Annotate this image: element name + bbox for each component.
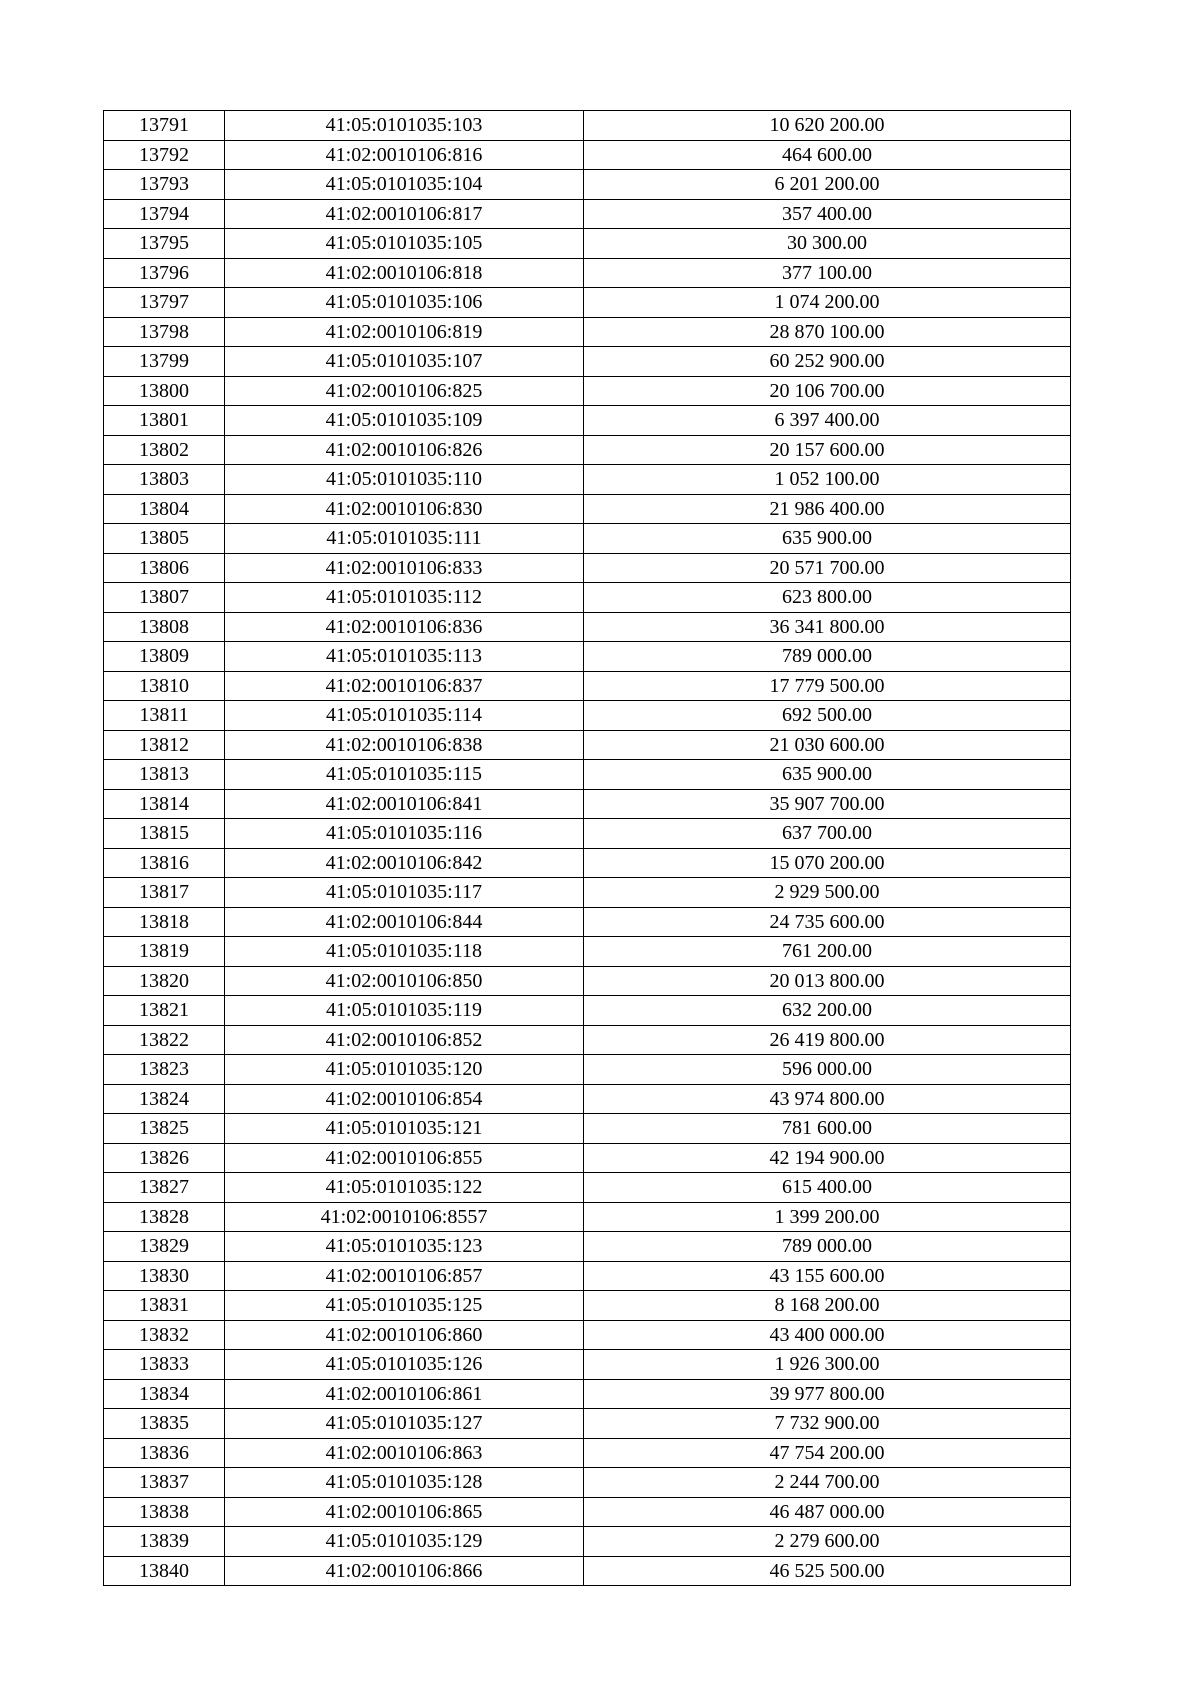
row-number-cell: 13801 [104,406,225,436]
table-row [104,1556,1071,1586]
cadastral-number-cell: 41:02:0010106:854 [225,1084,584,1114]
table-row [104,1261,1071,1291]
row-number-cell: 13813 [104,760,225,790]
cadastral-number-cell: 41:05:0101035:126 [225,1350,584,1380]
cadastral-value-cell: 43 155 600.00 [584,1261,1071,1291]
cadastral-value-cell: 2 279 600.00 [584,1527,1071,1557]
cadastral-value-cell: 464 600.00 [584,140,1071,170]
table-row [104,1025,1071,1055]
table-row [104,996,1071,1026]
cadastral-value-cell: 42 194 900.00 [584,1143,1071,1173]
table-row [104,789,1071,819]
row-number-cell: 13807 [104,583,225,613]
cadastral-number-cell: 41:02:0010106:818 [225,258,584,288]
cadastral-value-cell: 8 168 200.00 [584,1291,1071,1321]
cadastral-number-cell: 41:05:0101035:117 [225,878,584,908]
row-number-cell: 13792 [104,140,225,170]
table-row [104,1409,1071,1439]
row-number-cell: 13839 [104,1527,225,1557]
table-row [104,1084,1071,1114]
table-row [104,1438,1071,1468]
table-row [104,1379,1071,1409]
row-number-cell: 13837 [104,1468,225,1498]
cadastral-number-cell: 41:05:0101035:128 [225,1468,584,1498]
table-row [104,553,1071,583]
cadastral-number-cell: 41:05:0101035:116 [225,819,584,849]
table-body [104,111,1071,1586]
cadastral-number-cell: 41:02:0010106:833 [225,553,584,583]
table-row [104,406,1071,436]
row-number-cell: 13822 [104,1025,225,1055]
cadastral-number-cell: 41:05:0101035:110 [225,465,584,495]
cadastral-number-cell: 41:02:0010106:865 [225,1497,584,1527]
cadastral-value-cell: 10 620 200.00 [584,111,1071,141]
cadastral-value-cell: 46 487 000.00 [584,1497,1071,1527]
table-row [104,1291,1071,1321]
cadastral-value-cell: 1 926 300.00 [584,1350,1071,1380]
row-number-cell: 13810 [104,671,225,701]
row-number-cell: 13814 [104,789,225,819]
cadastral-value-cell: 20 157 600.00 [584,435,1071,465]
table-row [104,1497,1071,1527]
cadastral-number-cell: 41:02:0010106:866 [225,1556,584,1586]
cadastral-value-cell: 1 052 100.00 [584,465,1071,495]
row-number-cell: 13824 [104,1084,225,1114]
cadastral-value-cell: 635 900.00 [584,524,1071,554]
cadastral-value-cell: 47 754 200.00 [584,1438,1071,1468]
cadastral-value-cell: 15 070 200.00 [584,848,1071,878]
cadastral-value-cell: 21 030 600.00 [584,730,1071,760]
cadastral-value-cell: 21 986 400.00 [584,494,1071,524]
cadastral-value-cell: 20 571 700.00 [584,553,1071,583]
cadastral-number-cell: 41:05:0101035:104 [225,170,584,200]
cadastral-value-cell: 7 732 900.00 [584,1409,1071,1439]
table-row [104,907,1071,937]
row-number-cell: 13820 [104,966,225,996]
cadastral-value-cell: 36 341 800.00 [584,612,1071,642]
row-number-cell: 13830 [104,1261,225,1291]
cadastral-number-cell: 41:02:0010106:852 [225,1025,584,1055]
cadastral-value-cell: 623 800.00 [584,583,1071,613]
table-row [104,347,1071,377]
table-row [104,701,1071,731]
row-number-cell: 13796 [104,258,225,288]
cadastral-number-cell: 41:02:0010106:8557 [225,1202,584,1232]
row-number-cell: 13808 [104,612,225,642]
cadastral-value-cell: 789 000.00 [584,642,1071,672]
row-number-cell: 13835 [104,1409,225,1439]
table-row [104,1202,1071,1232]
row-number-cell: 13826 [104,1143,225,1173]
table-row [104,140,1071,170]
cadastral-value-cell: 789 000.00 [584,1232,1071,1262]
table-row [104,1114,1071,1144]
row-number-cell: 13815 [104,819,225,849]
row-number-cell: 13836 [104,1438,225,1468]
cadastral-value-cell: 20 013 800.00 [584,966,1071,996]
cadastral-value-cell: 637 700.00 [584,819,1071,849]
row-number-cell: 13817 [104,878,225,908]
row-number-cell: 13799 [104,347,225,377]
cadastral-number-cell: 41:05:0101035:123 [225,1232,584,1262]
cadastral-value-cell: 632 200.00 [584,996,1071,1026]
row-number-cell: 13832 [104,1320,225,1350]
cadastral-number-cell: 41:05:0101035:120 [225,1055,584,1085]
cadastral-number-cell: 41:05:0101035:114 [225,701,584,731]
row-number-cell: 13797 [104,288,225,318]
cadastral-number-cell: 41:05:0101035:122 [225,1173,584,1203]
cadastral-value-cell: 35 907 700.00 [584,789,1071,819]
row-number-cell: 13798 [104,317,225,347]
table-row [104,1320,1071,1350]
table-row [104,524,1071,554]
table-row [104,199,1071,229]
table-row [104,583,1071,613]
cadastral-value-cell: 17 779 500.00 [584,671,1071,701]
row-number-cell: 13818 [104,907,225,937]
cadastral-number-cell: 41:02:0010106:861 [225,1379,584,1409]
row-number-cell: 13816 [104,848,225,878]
row-number-cell: 13829 [104,1232,225,1262]
row-number-cell: 13831 [104,1291,225,1321]
cadastral-value-cell: 761 200.00 [584,937,1071,967]
row-number-cell: 13823 [104,1055,225,1085]
cadastral-number-cell: 41:02:0010106:850 [225,966,584,996]
cadastral-value-cell: 1 399 200.00 [584,1202,1071,1232]
cadastral-value-cell: 46 525 500.00 [584,1556,1071,1586]
cadastral-value-cell: 2 244 700.00 [584,1468,1071,1498]
cadastral-number-cell: 41:02:0010106:825 [225,376,584,406]
cadastral-number-cell: 41:02:0010106:836 [225,612,584,642]
table-row [104,317,1071,347]
cadastral-value-table [103,110,1071,1586]
row-number-cell: 13791 [104,111,225,141]
row-number-cell: 13821 [104,996,225,1026]
cadastral-value-cell: 781 600.00 [584,1114,1071,1144]
row-number-cell: 13794 [104,199,225,229]
cadastral-number-cell: 41:02:0010106:863 [225,1438,584,1468]
table-row [104,1232,1071,1262]
table-row [104,671,1071,701]
cadastral-number-cell: 41:05:0101035:109 [225,406,584,436]
cadastral-value-cell: 692 500.00 [584,701,1071,731]
table-row [104,1173,1071,1203]
row-number-cell: 13812 [104,730,225,760]
cadastral-value-cell: 26 419 800.00 [584,1025,1071,1055]
row-number-cell: 13838 [104,1497,225,1527]
cadastral-value-cell: 28 870 100.00 [584,317,1071,347]
cadastral-number-cell: 41:05:0101035:121 [225,1114,584,1144]
cadastral-number-cell: 41:02:0010106:838 [225,730,584,760]
table-row [104,612,1071,642]
row-number-cell: 13793 [104,170,225,200]
table-row [104,170,1071,200]
table-row [104,1527,1071,1557]
row-number-cell: 13828 [104,1202,225,1232]
table-row [104,730,1071,760]
cadastral-number-cell: 41:05:0101035:112 [225,583,584,613]
row-number-cell: 13827 [104,1173,225,1203]
row-number-cell: 13802 [104,435,225,465]
cadastral-value-cell: 39 977 800.00 [584,1379,1071,1409]
cadastral-number-cell: 41:05:0101035:118 [225,937,584,967]
cadastral-value-cell: 635 900.00 [584,760,1071,790]
table-row [104,111,1071,141]
cadastral-number-cell: 41:02:0010106:830 [225,494,584,524]
table-row [104,878,1071,908]
table-row [104,1468,1071,1498]
cadastral-number-cell: 41:02:0010106:826 [225,435,584,465]
cadastral-number-cell: 41:05:0101035:113 [225,642,584,672]
row-number-cell: 13800 [104,376,225,406]
table-row [104,848,1071,878]
row-number-cell: 13834 [104,1379,225,1409]
cadastral-number-cell: 41:02:0010106:817 [225,199,584,229]
cadastral-number-cell: 41:05:0101035:111 [225,524,584,554]
table-row [104,760,1071,790]
table-row [104,435,1071,465]
cadastral-number-cell: 41:02:0010106:842 [225,848,584,878]
cadastral-number-cell: 41:05:0101035:127 [225,1409,584,1439]
row-number-cell: 13809 [104,642,225,672]
row-number-cell: 13804 [104,494,225,524]
table-row [104,229,1071,259]
row-number-cell: 13803 [104,465,225,495]
cadastral-number-cell: 41:02:0010106:837 [225,671,584,701]
cadastral-number-cell: 41:02:0010106:857 [225,1261,584,1291]
cadastral-value-cell: 596 000.00 [584,1055,1071,1085]
row-number-cell: 13840 [104,1556,225,1586]
table-row [104,494,1071,524]
row-number-cell: 13833 [104,1350,225,1380]
cadastral-number-cell: 41:02:0010106:819 [225,317,584,347]
cadastral-value-cell: 30 300.00 [584,229,1071,259]
row-number-cell: 13811 [104,701,225,731]
cadastral-number-cell: 41:05:0101035:129 [225,1527,584,1557]
table-row [104,937,1071,967]
table-row [104,1143,1071,1173]
row-number-cell: 13806 [104,553,225,583]
table-row [104,1350,1071,1380]
cadastral-value-cell: 6 201 200.00 [584,170,1071,200]
row-number-cell: 13795 [104,229,225,259]
table-row [104,1055,1071,1085]
cadastral-number-cell: 41:05:0101035:103 [225,111,584,141]
cadastral-number-cell: 41:05:0101035:115 [225,760,584,790]
cadastral-value-cell: 6 397 400.00 [584,406,1071,436]
row-number-cell: 13805 [104,524,225,554]
cadastral-number-cell: 41:05:0101035:107 [225,347,584,377]
table-row [104,819,1071,849]
row-number-cell: 13819 [104,937,225,967]
cadastral-number-cell: 41:02:0010106:855 [225,1143,584,1173]
cadastral-value-cell: 2 929 500.00 [584,878,1071,908]
cadastral-number-cell: 41:02:0010106:844 [225,907,584,937]
cadastral-value-cell: 357 400.00 [584,199,1071,229]
cadastral-value-cell: 20 106 700.00 [584,376,1071,406]
cadastral-value-cell: 43 974 800.00 [584,1084,1071,1114]
table-row [104,642,1071,672]
table-row [104,966,1071,996]
cadastral-value-cell: 1 074 200.00 [584,288,1071,318]
cadastral-number-cell: 41:02:0010106:816 [225,140,584,170]
table-row [104,288,1071,318]
cadastral-number-cell: 41:05:0101035:119 [225,996,584,1026]
table-row [104,376,1071,406]
cadastral-number-cell: 41:05:0101035:106 [225,288,584,318]
cadastral-value-cell: 377 100.00 [584,258,1071,288]
row-number-cell: 13825 [104,1114,225,1144]
cadastral-value-cell: 60 252 900.00 [584,347,1071,377]
cadastral-value-cell: 615 400.00 [584,1173,1071,1203]
table-row [104,465,1071,495]
table-row [104,258,1071,288]
cadastral-number-cell: 41:02:0010106:860 [225,1320,584,1350]
cadastral-value-cell: 43 400 000.00 [584,1320,1071,1350]
cadastral-number-cell: 41:05:0101035:105 [225,229,584,259]
cadastral-number-cell: 41:05:0101035:125 [225,1291,584,1321]
cadastral-value-cell: 24 735 600.00 [584,907,1071,937]
cadastral-number-cell: 41:02:0010106:841 [225,789,584,819]
